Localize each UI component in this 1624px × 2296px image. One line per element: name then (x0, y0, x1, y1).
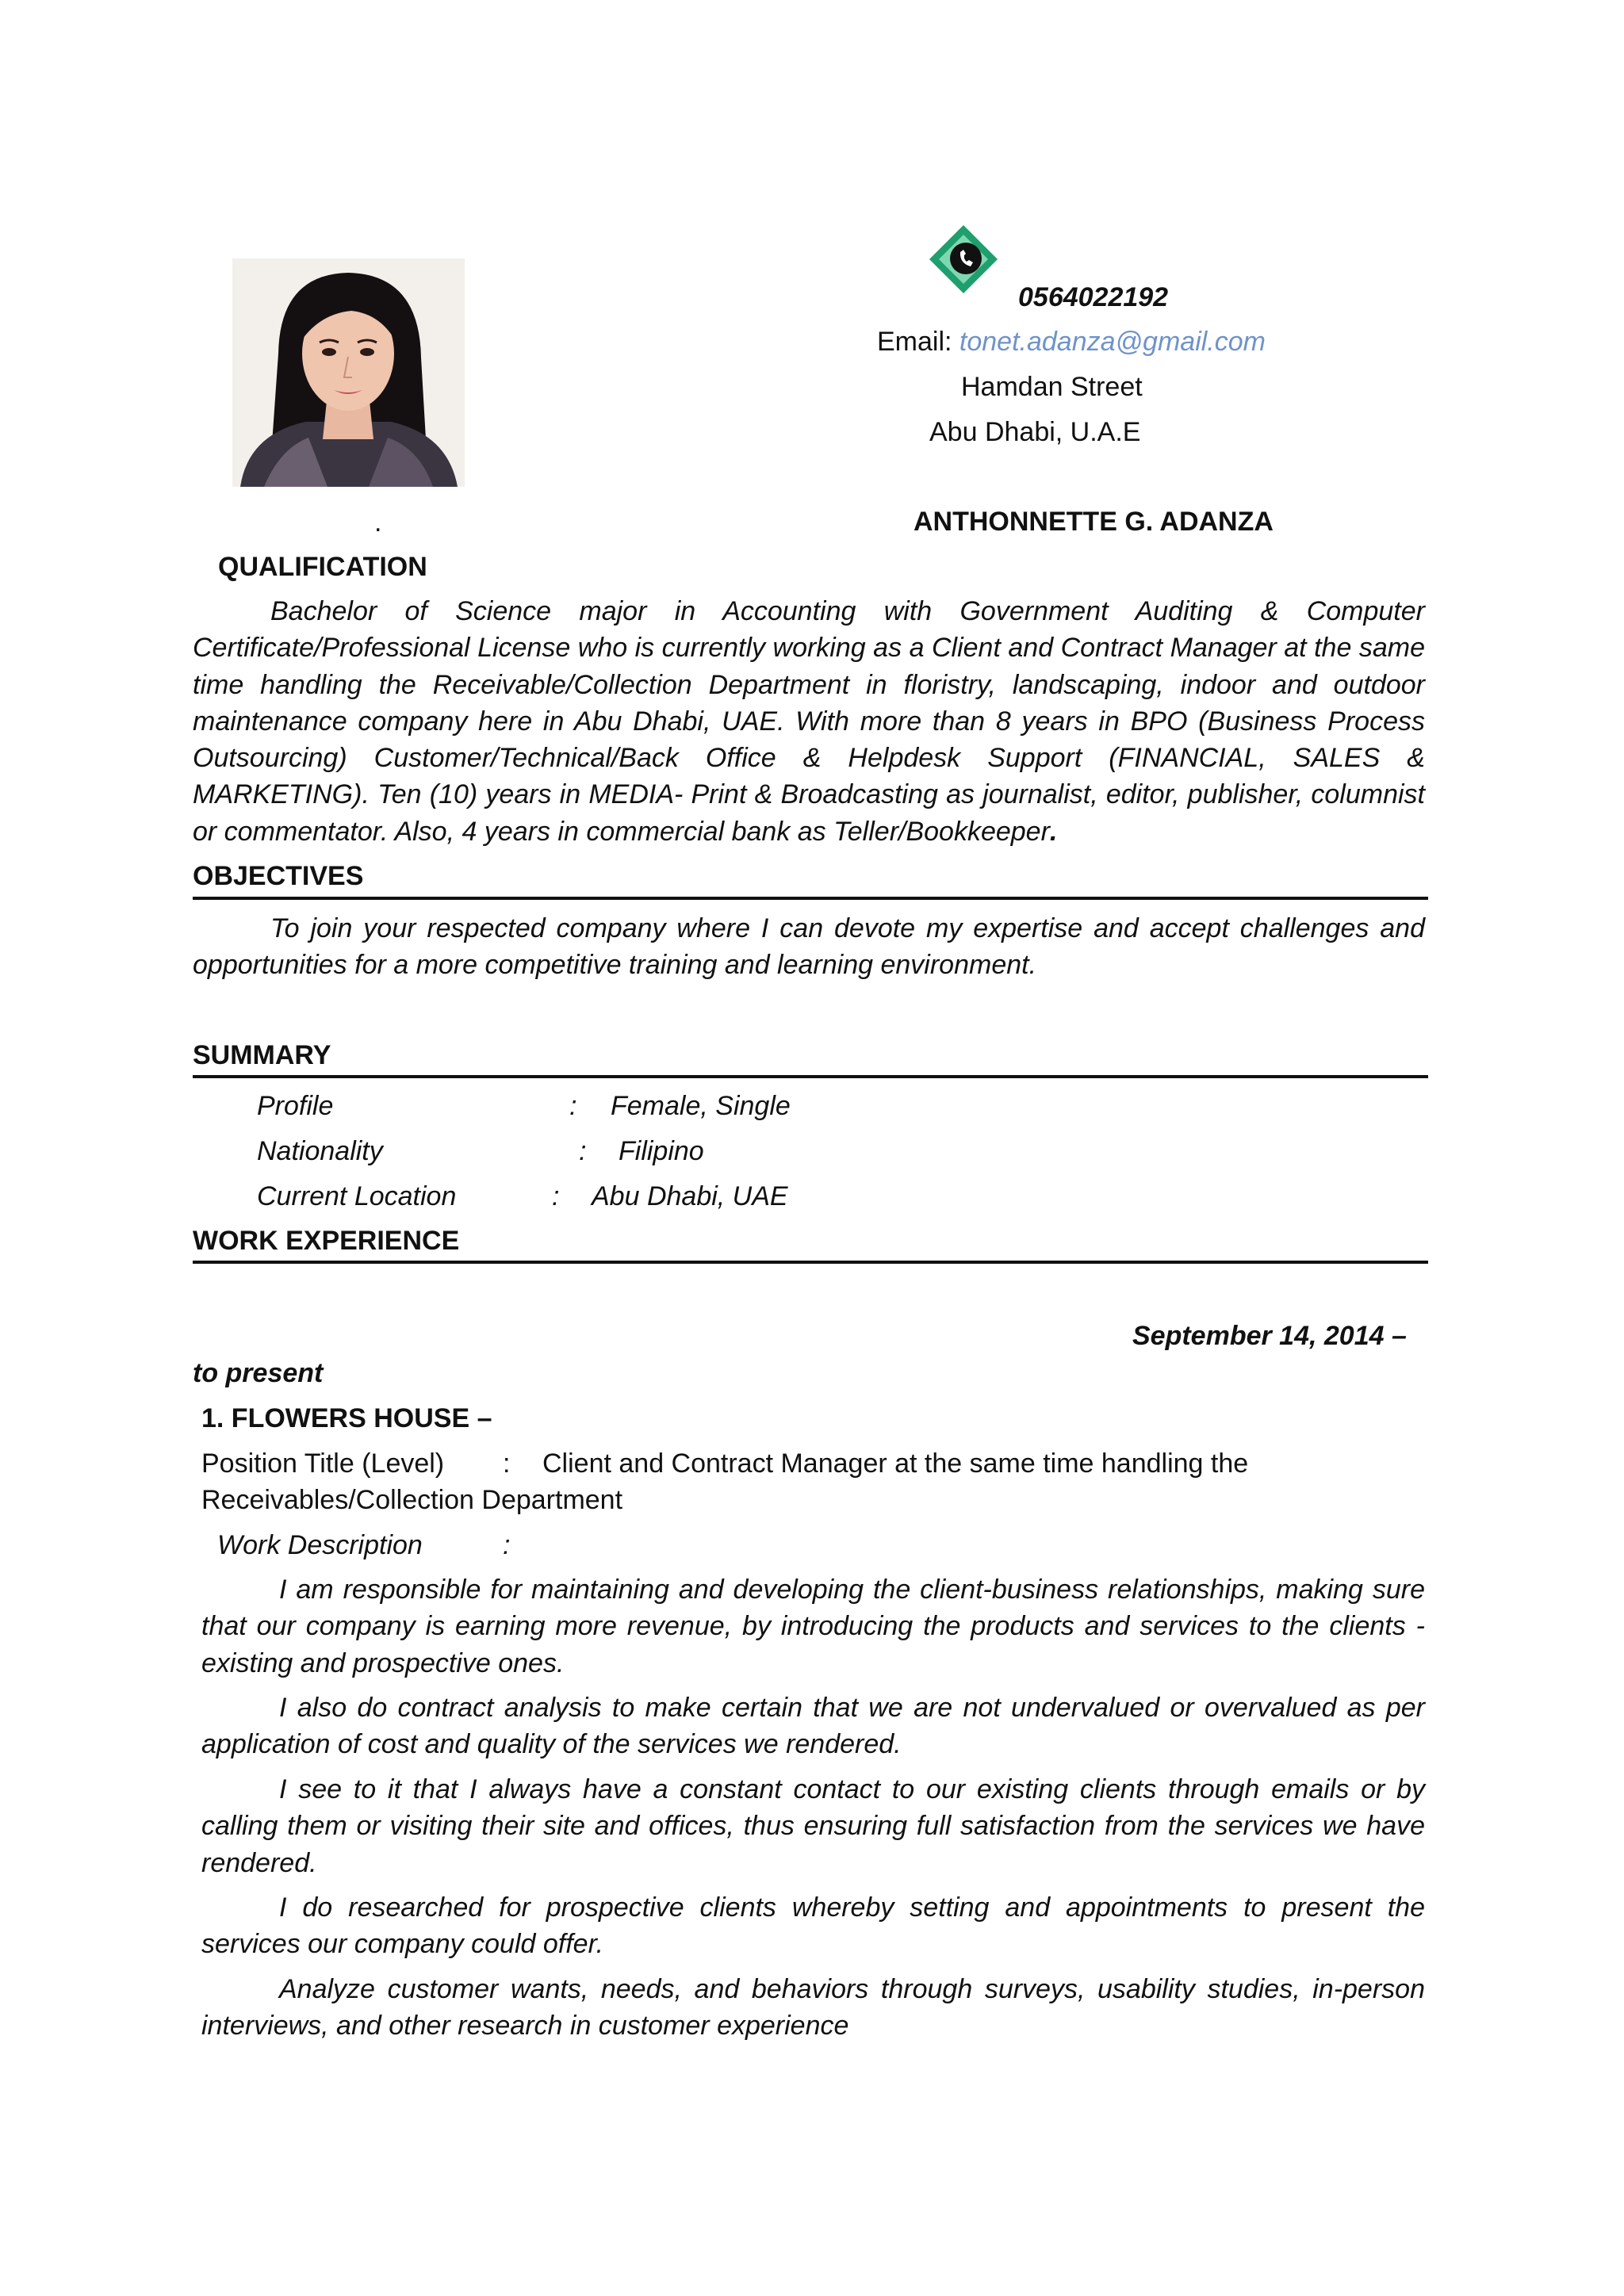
work-description-label: Work Description (217, 1530, 423, 1560)
phone-icon (928, 224, 999, 295)
summary-value-profile: Female, Single (611, 1091, 791, 1121)
work-paragraph-4 (201, 1889, 1425, 1963)
summary-divider (193, 1075, 1428, 1078)
company-name: 1. FLOWERS HOUSE – (201, 1403, 492, 1433)
work-date-start: September 14, 2014 – (1132, 1321, 1407, 1351)
objectives-heading: OBJECTIVES (193, 861, 364, 891)
work-paragraph-2-text: I also do contract analysis to make certain that we are not undervalued or overvalued as per application of cost and quality of the services we rendered. (201, 1693, 1425, 1760)
summary-sep-nationality: : (579, 1136, 587, 1166)
qualification-heading: QUALIFICATION (218, 552, 427, 582)
work-divider (193, 1261, 1428, 1264)
work-paragraph-4-text: I do researched for prospective clients whereby setting and appointments to present the services our company could offer. (201, 1892, 1425, 1960)
email-line (877, 323, 1266, 360)
qualification-text: Bachelor of Science major in Accounting with Government Auditing & Computer Certificate/Professional License who is currently working as a Client and Contract Manager at the same time handling the Receivable/Collection Department in floristry, landscaping, indoor and outdoor maintenance company here in Abu Dhabi, UAE. With more than 8 years in BPO (Business Process Outsourcing) Customer/Technical/Back Office & Helpdesk Support (FINANCIAL, SALES & MARKETING). Ten (10) years in MEDIA- Print & Broadcasting as journalist, editor, publisher, columnist or commentator. Also, 4 years in commercial bank as Teller/Bookkeeper (193, 596, 1425, 847)
position-label: Position Title (Level) (201, 1448, 445, 1479)
work-paragraph-2 (201, 1689, 1425, 1763)
candidate-name: ANTHONNETTE G. ADANZA (914, 507, 1274, 537)
phone-number: 0564022192 (1018, 282, 1169, 312)
position-value-cont: Receivables/Collection Department (201, 1485, 623, 1515)
summary-sep-profile: : (569, 1091, 577, 1121)
portrait-image (232, 258, 465, 487)
work-paragraph-5 (201, 1971, 1425, 2045)
objectives-text: To join your respected company where I can devote my expertise and accept challenges and opportunities for a more competitive training and learning environment. (193, 913, 1425, 981)
work-paragraph-3-text: I see to it that I always have a constant contact to our existing clients through emails or by calling them or visiting their site and offices, thus ensuring full satisfaction from the services we have rendered. (201, 1774, 1425, 1878)
work-heading: WORK EXPERIENCE (193, 1226, 460, 1256)
email-label: Email: (877, 327, 952, 357)
qualification-paragraph (193, 593, 1425, 850)
summary-label-profile: Profile (257, 1091, 334, 1121)
address-street: Hamdan Street (961, 372, 1143, 402)
work-date-end: to present (193, 1358, 324, 1388)
work-paragraph-1-text: I am responsible for maintaining and developing the client-business relationships, making sure that our company is earning more revenue, by introducing the products and services to the clients - existing and prospective ones. (201, 1575, 1425, 1678)
summary-sep-location: : (552, 1181, 560, 1211)
summary-label-nationality: Nationality (257, 1136, 383, 1166)
objectives-divider (193, 897, 1428, 900)
work-description-sep: : (503, 1530, 511, 1560)
address-city: Abu Dhabi, U.A.E (929, 417, 1141, 447)
work-paragraph-1 (201, 1571, 1425, 1682)
objectives-paragraph (193, 910, 1425, 984)
summary-heading: SUMMARY (193, 1040, 331, 1070)
position-sep: : (503, 1448, 511, 1479)
summary-value-location: Abu Dhabi, UAE (592, 1181, 788, 1211)
work-paragraph-3 (201, 1771, 1425, 1881)
position-value: Client and Contract Manager at the same time handling the (542, 1448, 1249, 1479)
summary-label-location: Current Location (257, 1181, 457, 1211)
qualification-end-mark: . (1049, 816, 1058, 847)
photo-caption: . (374, 507, 382, 538)
email-link[interactable]: tonet.adanza@gmail.com (959, 327, 1266, 357)
work-paragraph-5-text: Analyze customer wants, needs, and behaviors through surveys, usability studies, in-person interviews, and other research in customer experience (201, 1974, 1425, 2042)
summary-value-nationality: Filipino (619, 1136, 704, 1166)
profile-photo (232, 258, 465, 487)
